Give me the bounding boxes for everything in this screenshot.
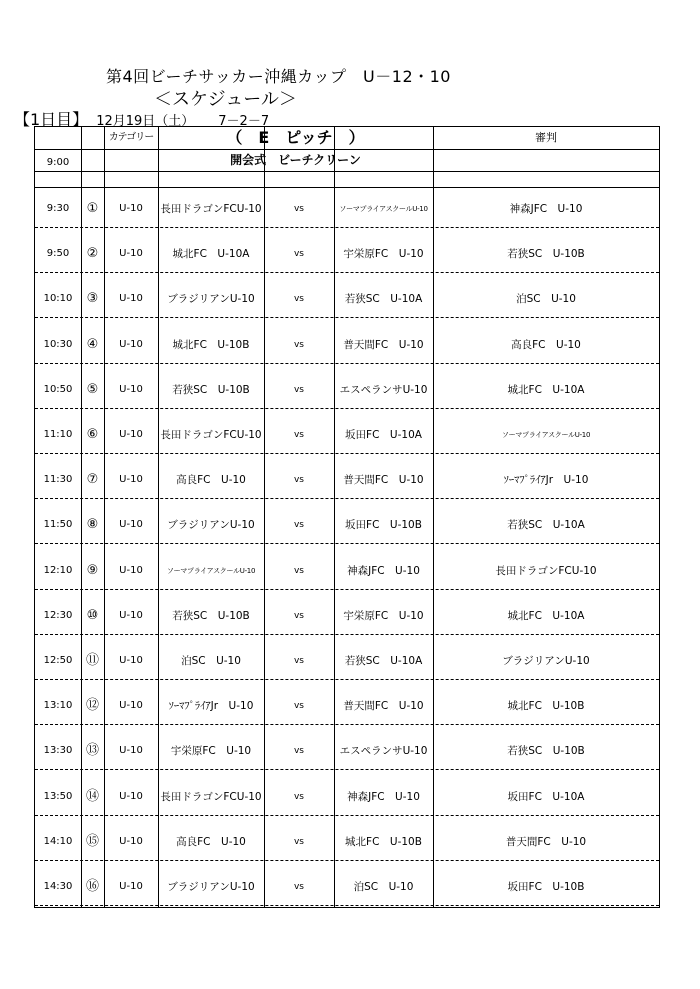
referee-team: 城北FC U-10A bbox=[507, 383, 585, 396]
referee-team: 高良FC U-10 bbox=[511, 338, 581, 351]
home-team: 長田ドラゴンFCU-10 bbox=[160, 790, 262, 803]
match-number: ⑤ bbox=[86, 381, 99, 397]
versus-label: vs bbox=[293, 882, 304, 892]
match-category: U-10 bbox=[119, 519, 143, 531]
row-separator bbox=[35, 453, 659, 454]
home-team: 宇栄原FC U-10 bbox=[170, 745, 252, 758]
row-separator bbox=[35, 905, 659, 906]
versus-label: vs bbox=[293, 204, 304, 214]
away-team: 普天間FC U-10 bbox=[343, 474, 424, 487]
versus-label: vs bbox=[293, 836, 304, 847]
away-team: 普天間FC U-10 bbox=[343, 338, 424, 351]
match-category: U-10 bbox=[119, 429, 143, 440]
match-time: 11:50 bbox=[43, 519, 73, 531]
row-separator bbox=[35, 543, 659, 544]
away-team: 城北FC U-10B bbox=[345, 835, 422, 848]
referee-team: 若狭SC U-10B bbox=[507, 745, 585, 758]
home-team: 若狭SC U-10B bbox=[172, 609, 250, 622]
match-time: 10:50 bbox=[43, 383, 73, 395]
match-number: ⑫ bbox=[85, 698, 99, 714]
match-category: U-10 bbox=[119, 835, 143, 847]
row-divider bbox=[35, 171, 659, 172]
referee-team: 城北FC U-10B bbox=[507, 700, 585, 713]
row-separator bbox=[35, 815, 659, 816]
row-separator bbox=[35, 498, 659, 499]
versus-label: vs bbox=[293, 791, 304, 802]
home-team: 高良FC U-10 bbox=[176, 474, 246, 487]
match-number: ① bbox=[86, 201, 99, 216]
home-team: ソーマプライアスクールU-10 bbox=[166, 566, 256, 575]
row-separator bbox=[35, 860, 659, 861]
row-separator bbox=[35, 227, 659, 228]
versus-label: vs bbox=[293, 565, 304, 576]
header-divider bbox=[35, 149, 659, 150]
home-team: ブラジリアンU-10 bbox=[167, 293, 255, 306]
tournament-title: 第4回ビーチサッカー沖縄カップ U－12・10 bbox=[106, 67, 451, 86]
referee-team: 普天間FC U-10 bbox=[505, 835, 587, 848]
away-team: 若狭SC U-10A bbox=[344, 655, 423, 667]
match-time: 14:10 bbox=[43, 835, 73, 847]
match-number: ⑥ bbox=[86, 427, 99, 442]
match-category: U-10 bbox=[119, 248, 143, 260]
referee-team: 城北FC U-10A bbox=[507, 609, 585, 622]
versus-label: vs bbox=[293, 475, 304, 486]
match-time: 10:10 bbox=[43, 293, 73, 305]
home-team: 城北FC U-10B bbox=[172, 338, 250, 351]
versus-label: vs bbox=[293, 746, 304, 757]
away-team: 宇栄原FC U-10 bbox=[343, 609, 424, 622]
match-time: 14:30 bbox=[43, 881, 73, 892]
home-team: 城北FC U-10A bbox=[172, 248, 250, 261]
home-team: ｿｰﾏﾌﾟﾗｲｱJr U-10 bbox=[168, 700, 254, 713]
match-time: 13:50 bbox=[43, 790, 73, 802]
match-time: 12:10 bbox=[43, 564, 73, 576]
match-number: ② bbox=[86, 246, 99, 262]
match-time: 12:30 bbox=[43, 609, 73, 621]
row-separator bbox=[35, 408, 659, 409]
match-category: U-10 bbox=[119, 474, 143, 486]
match-number: ⑦ bbox=[86, 472, 99, 488]
match-time: 10:30 bbox=[43, 338, 73, 350]
versus-label: vs bbox=[293, 430, 304, 440]
referee-team: ソーマプライアスクールU-10 bbox=[501, 431, 591, 439]
match-time: 11:10 bbox=[43, 429, 73, 440]
home-team: 高良FC U-10 bbox=[176, 835, 246, 848]
match-number: ④ bbox=[86, 336, 99, 352]
match-category: U-10 bbox=[119, 700, 143, 712]
match-category: U-10 bbox=[119, 564, 143, 576]
opening-ceremony: 開会式 ビーチクリーン bbox=[230, 153, 361, 167]
match-category: U-10 bbox=[119, 745, 143, 757]
referee-team: 泊SC U-10 bbox=[516, 293, 576, 306]
match-category: U-10 bbox=[119, 338, 143, 350]
referee-team: ｿｰﾏﾌﾟﾗｲｱJr U-10 bbox=[503, 474, 589, 487]
row-separator bbox=[35, 589, 659, 590]
col-header-category: カテゴリー bbox=[108, 132, 154, 143]
match-time: 13:10 bbox=[43, 700, 73, 712]
match-time: 9:30 bbox=[46, 203, 70, 214]
match-category: U-10 bbox=[119, 293, 143, 305]
referee-team: ブラジリアンU-10 bbox=[502, 655, 590, 667]
away-team: 若狭SC U-10A bbox=[344, 293, 423, 306]
versus-label: vs bbox=[293, 339, 304, 350]
col-header-referee: 審判 bbox=[535, 131, 557, 144]
game-setting: 7－2－7 bbox=[218, 114, 270, 129]
row-separator bbox=[35, 724, 659, 725]
row-separator bbox=[35, 317, 659, 318]
match-number: ⑪ bbox=[85, 653, 99, 668]
match-number: ③ bbox=[86, 291, 99, 307]
away-team: 坂田FC U-10A bbox=[345, 429, 422, 441]
match-category: U-10 bbox=[119, 881, 143, 892]
away-team: 泊SC U-10 bbox=[353, 881, 414, 893]
versus-label: vs bbox=[293, 294, 304, 305]
away-team: 普天間FC U-10 bbox=[343, 700, 424, 713]
home-team: ブラジリアンU-10 bbox=[167, 519, 255, 532]
home-team: 泊SC U-10 bbox=[181, 655, 241, 667]
match-number: ⑧ bbox=[86, 517, 99, 533]
away-team: 神森JFC U-10 bbox=[347, 790, 420, 803]
schedule-subtitle: ＜スケジュール＞ bbox=[154, 89, 297, 110]
away-team: エスペランサU-10 bbox=[339, 383, 428, 396]
row-separator bbox=[35, 769, 659, 770]
match-time: 11:30 bbox=[43, 474, 73, 486]
match-category: U-10 bbox=[119, 383, 143, 395]
row-separator bbox=[35, 363, 659, 364]
home-team: 若狭SC U-10B bbox=[172, 383, 250, 396]
versus-label: vs bbox=[293, 610, 304, 621]
row-separator bbox=[35, 679, 659, 680]
row-separator bbox=[35, 634, 659, 635]
referee-team: 坂田FC U-10A bbox=[507, 790, 585, 803]
match-category: U-10 bbox=[119, 203, 143, 214]
away-team: 坂田FC U-10B bbox=[345, 519, 422, 532]
match-number: ⑭ bbox=[85, 788, 99, 804]
away-team: 宇栄原FC U-10 bbox=[343, 248, 424, 261]
match-time: 13:30 bbox=[43, 745, 73, 757]
referee-team: 坂田FC U-10B bbox=[507, 881, 585, 893]
match-number: ⑩ bbox=[86, 607, 99, 623]
match-category: U-10 bbox=[119, 655, 143, 666]
match-number: ⑮ bbox=[85, 833, 99, 849]
versus-label: vs bbox=[293, 520, 304, 531]
day-tag: 【1日目】 bbox=[14, 110, 89, 129]
opening-time: 9:00 bbox=[46, 157, 70, 168]
home-team: 長田ドラゴンFCU-10 bbox=[160, 429, 262, 441]
match-time: 9:50 bbox=[46, 248, 70, 260]
referee-team: 神森JFC U-10 bbox=[509, 203, 583, 215]
referee-team: 若狭SC U-10B bbox=[507, 248, 585, 261]
match-number: ⑯ bbox=[85, 879, 99, 894]
versus-label: vs bbox=[293, 249, 304, 260]
match-number: ⑨ bbox=[86, 562, 99, 578]
home-team: ブラジリアンU-10 bbox=[167, 881, 255, 893]
col-header-pitch: （ E ピッチ ） bbox=[226, 128, 365, 147]
row-separator bbox=[35, 272, 659, 273]
away-team: エスペランサU-10 bbox=[339, 745, 428, 758]
row-divider bbox=[35, 187, 659, 188]
day-date: 12月19日（土） bbox=[96, 114, 195, 129]
referee-team: 若狭SC U-10A bbox=[507, 519, 585, 532]
away-team: 神森JFC U-10 bbox=[347, 564, 420, 577]
match-number: ⑬ bbox=[85, 743, 99, 759]
away-team: ソーマプライアスクールU-10 bbox=[339, 205, 428, 213]
referee-team: 長田ドラゴンFCU-10 bbox=[495, 564, 597, 577]
versus-label: vs bbox=[293, 701, 304, 712]
versus-label: vs bbox=[293, 384, 304, 395]
home-team: 長田ドラゴンFCU-10 bbox=[160, 203, 262, 215]
match-time: 12:50 bbox=[43, 655, 73, 666]
versus-label: vs bbox=[293, 656, 304, 666]
match-category: U-10 bbox=[119, 790, 143, 802]
schedule-table bbox=[34, 126, 660, 908]
match-category: U-10 bbox=[119, 609, 143, 621]
